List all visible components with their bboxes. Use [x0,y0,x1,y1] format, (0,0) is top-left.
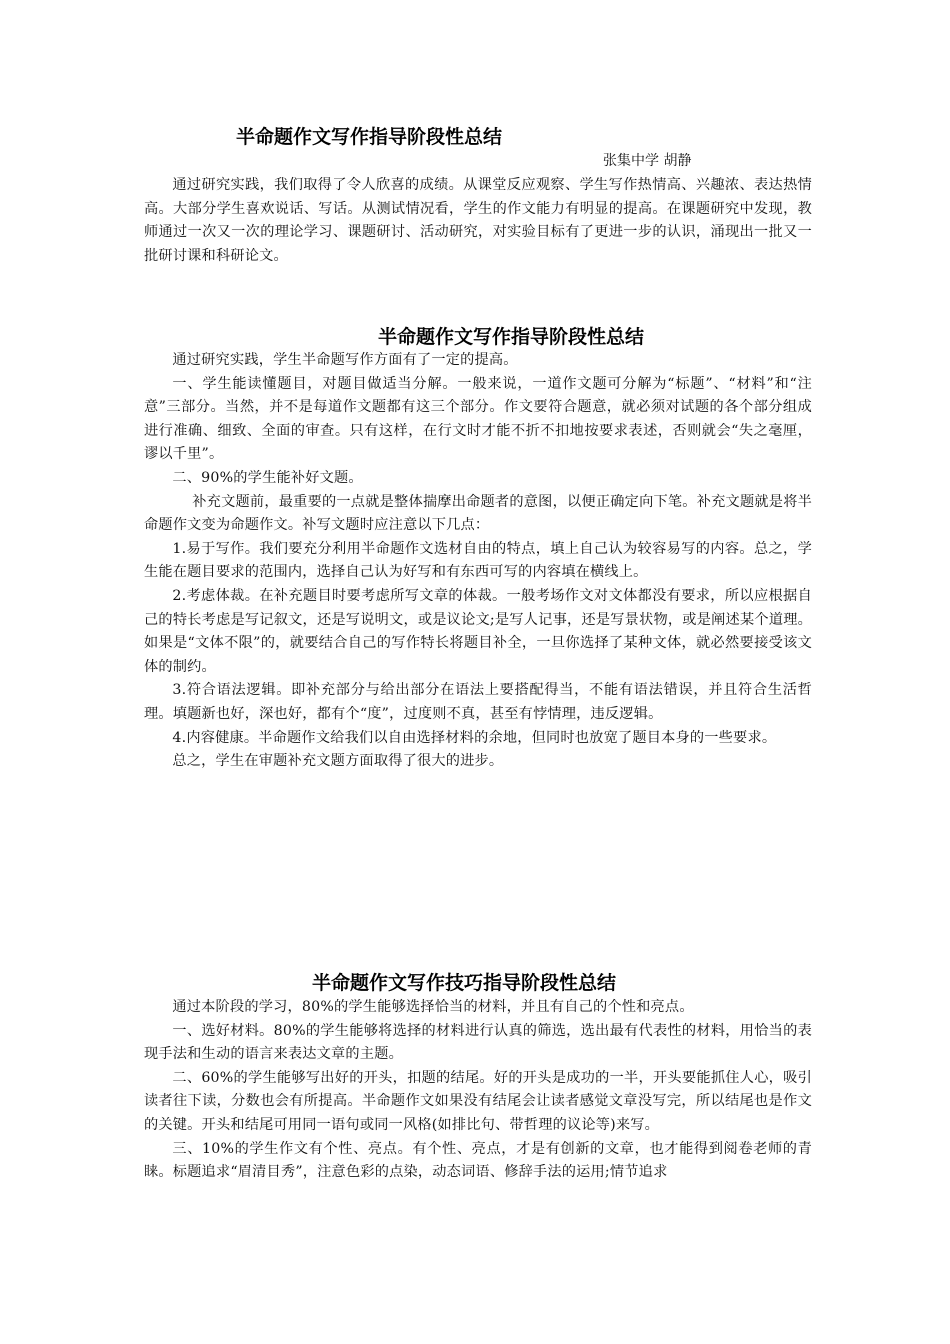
section-1-body [144,174,812,268]
section-2-title: 半命题作文写作指导阶段性总结 [378,326,645,348]
paragraph: 3.符合语法逻辑。即补充部分与给出部分在语法上要搭配得当，不能有语法错误，并且符合生活哲理。填题新也好，深也好，都有个“度”，过度则不真，甚至有悖情理，违反逻辑。 [144,682,812,722]
section-2-body [144,349,812,774]
section-3-body [144,996,812,1185]
paragraph: 三、10%的学生作文有个性、亮点。有个性、亮点，才是有创新的文章，也才能得到阅卷老师的青睐。标题追求“眉清目秀”，注意色彩的点染，动态词语、修辞手法的运用;情节追求 [144,1140,812,1181]
section-1-title: 半命题作文写作指导阶段性总结 [236,126,503,148]
paragraph: 二、90%的学生能补好文题。 [172,469,363,486]
paragraph: 4.内容健康。半命题作文给我们以自由选择材料的余地，但同时也放宽了题目本身的一些要求。 [172,729,777,746]
paragraph: 2.考虑体裁。在补充题目时要考虑所写文章的体裁。一般考场作文对文体都没有要求，所以应根据自己的特长考虑是写记叙文，还是写说明文，或是议论文;是写人记事，还是写景状物，或是阐述某个道理。如果是“文体不限”的，就要结合自己的写作特长将题目补全，一旦你选择了某种文体，就必然要接受该文体的制约。 [144,587,812,675]
paragraph: 通过研究实践，我们取得了令人欣喜的成绩。从课堂反应观察、学生写作热情高、兴趣浓、表达热情高。大部分学生喜欢说话、写话。从测试情况看，学生的作文能力有明显的提高。在课题研究中发现，教师通过一次又一次的理论学习、课题研讨、活动研究，对实验目标有了更进一步的认识，涌现出一批又一批研讨课和科研论文。 [144,177,812,264]
paragraph: 一、学生能读懂题目，对题目做适当分解。一般来说，一道作文题可分解为“标题”、“材料”和“注意”三部分。当然，并不是每道作文题都有这三个部分。作文要符合题意，就必须对试题的各个部分组成进行准确、细致、全面的审查。只有这样，在行文时才能不折不扣地按要求表述，否则就会“失之毫厘，谬以千里”。 [144,375,812,463]
paragraph: 总之，学生在审题补充文题方面取得了很大的进步。 [172,753,504,770]
paragraph: 二、60%的学生能够写出好的开头，扣题的结尾。好的开头是成功的一半，开头要能抓住人心，吸引读者往下读，分数也会有所提高。半命题作文如果没有结尾会让读者感觉文章没写完，所以结尾也是作文的关键。开头和结尾可用同一语句或同一风格(如排比句、带哲理的议论等)来写。 [144,1069,812,1133]
paragraph: 通过本阶段的学习，80%的学生能够选择恰当的材料，并且有自己的个性和亮点。 [172,999,694,1015]
section-3-title: 半命题作文写作技巧指导阶段性总结 [312,972,617,994]
paragraph: 通过研究实践，学生半命题写作方面有了一定的提高。 [172,352,518,368]
paragraph: 补充文题前，最重要的一点就是整体揣摩出命题者的意图，以便正确定向下笔。补充文题就是将半命题作文变为命题作文。补写文题时应注意以下几点： [144,493,812,534]
paragraph: 1.易于写作。我们要充分利用半命题作文选材自由的特点，填上自己认为较容易写的内容。总之，学生能在题目要求的范围内，选择自己认为好写和有东西可写的内容填在横线上。 [144,540,812,581]
paragraph: 一、选好材料。80%的学生能够将选择的材料进行认真的筛选，选出最有代表性的材料，用恰当的表现手法和生动的语言来表达文章的主题。 [144,1022,812,1063]
section-1-author: 张集中学 胡静 [603,153,692,169]
